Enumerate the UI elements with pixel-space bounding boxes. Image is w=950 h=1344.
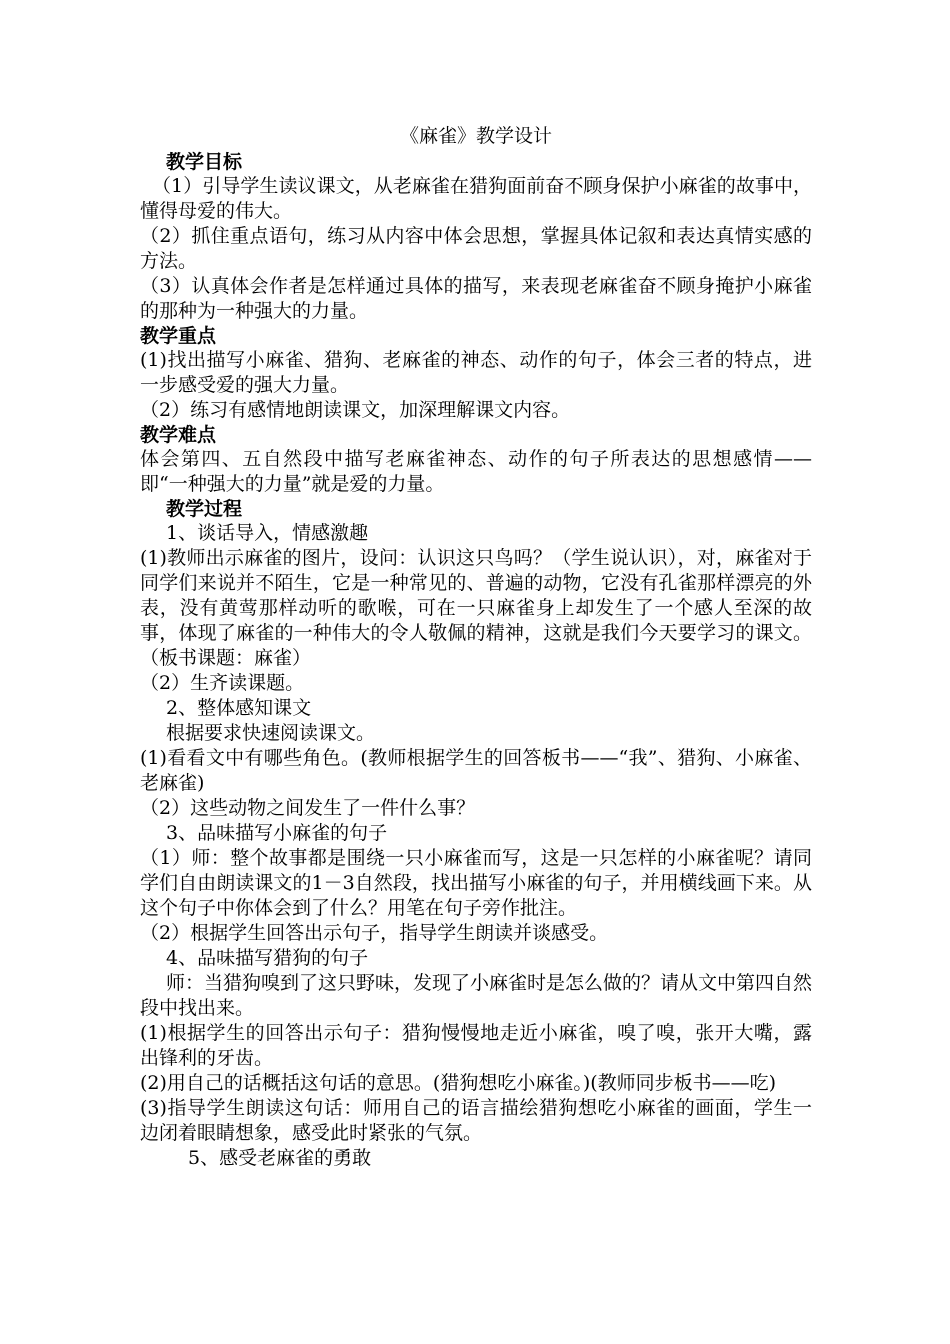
paragraph: （3）认真体会作者是怎样通过具体的描写，来表现老麻雀奋不顾身掩护小麻雀的那种为一种强大的力量。 (140, 275, 812, 322)
paragraph: （2）根据学生回答出示句子，指导学生朗读并谈感受。 (140, 922, 609, 944)
heading-teaching-focus: 教学重点 (140, 325, 217, 347)
paragraph: （1）引导学生读议课文，从老麻雀在猎狗面前奋不顾身保护小麻雀的故事中，懂得母爱的伟大。 (140, 175, 812, 222)
step-heading: 5、感受老麻雀的勇敢 (188, 1147, 372, 1169)
paragraph: （2）这些动物之间发生了一件什么事？ (140, 797, 476, 819)
document-title: 《麻雀》教学设计 (399, 125, 552, 147)
step-heading: 4、品味描写猎狗的句子 (166, 947, 369, 969)
document-body (140, 122, 812, 1171)
step-heading: 3、品味描写小麻雀的句子 (166, 822, 388, 844)
heading-teaching-process: 教学过程 (166, 498, 243, 520)
heading-teaching-difficulty: 教学难点 (140, 424, 217, 446)
paragraph: (1)找出描写小麻雀、猎狗、老麻雀的神态、动作的句子，体会三者的特点，进一步感受爱的强大力量。 (140, 349, 812, 396)
paragraph: 根据要求快速阅读课文。 (166, 722, 376, 744)
paragraph: （2）抓住重点语句，练习从内容中体会思想，掌握具体记叙和表达真情实感的方法。 (140, 225, 812, 272)
paragraph: （2）生齐读课题。 (140, 672, 305, 694)
paragraph: 体会第四、五自然段中描写老麻雀神态、动作的句子所表达的思想感情——即“一种强大的力量”就是爱的力量。 (140, 448, 812, 495)
paragraph: (1)根据学生的回答出示句子：猎狗慢慢地走近小麻雀，嗅了嗅，张开大嘴，露出锋利的牙齿。 (140, 1022, 812, 1069)
step-heading: 2、整体感知课文 (166, 697, 312, 719)
paragraph: (1)看看文中有哪些角色。(教师根据学生的回答板书——“我”、猎狗、小麻雀、老麻雀) (140, 747, 812, 794)
step-heading: 1、谈话导入，情感激趣 (166, 522, 369, 544)
paragraph: （2）练习有感情地朗读课文，加深理解课文内容。 (140, 399, 571, 421)
paragraph: （1）师：整个故事都是围绕一只小麻雀而写，这是一只怎样的小麻雀呢？请同学们自由朗读课文的1－3自然段，找出描写小麻雀的句子，并用横线画下来。从这个句子中你体会到了什么？用笔在句子旁作批注。 (140, 847, 812, 919)
paragraph: (3)指导学生朗读这句话：师用自己的语言描绘猎狗想吃小麻雀的画面，学生一边闭着眼睛想象，感受此时紧张的气氛。 (140, 1097, 812, 1144)
heading-teaching-goals: 教学目标 (166, 151, 243, 173)
paragraph: (1)教师出示麻雀的图片，设问：认识这只鸟吗？（学生说认识），对，麻雀对于同学们来说并不陌生，它是一种常见的、普遍的动物，它没有孔雀那样漂亮的外表，没有黄莺那样动听的歌喉，可在一只麻雀身上却发生了一个感人至深的故事，体现了麻雀的一种伟大的令人敬佩的精神，这就是我们今天要学习的课文。（板书课题：麻雀） (140, 547, 812, 669)
paragraph: 师：当猎狗嗅到了这只野味，发现了小麻雀时是怎么做的？请从文中第四自然段中找出来。 (140, 972, 813, 1019)
paragraph: (2)用自己的话概括这句话的意思。(猎狗想吃小麻雀。)(教师同步板书——吃) (140, 1072, 777, 1094)
